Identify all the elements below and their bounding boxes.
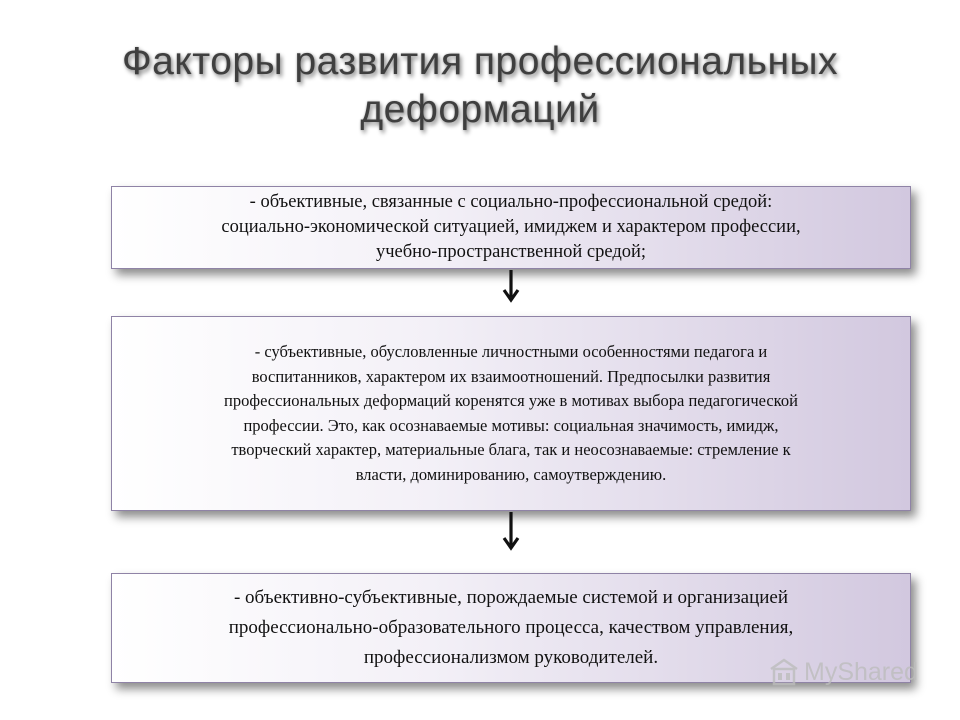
myshared-logo-icon: [768, 657, 800, 687]
box-text-line: профессионализмом руководителей.: [363, 647, 659, 668]
arrow-down-icon: [502, 270, 520, 304]
box-text-line: творческий характер, материальные блага, так и неосознаваемые: стремление к: [231, 440, 791, 459]
page-title: [40, 38, 920, 134]
factor-box-objective: [111, 186, 911, 269]
box-text-line: профессии. Это, как осознаваемые мотивы: социальная значимость, имидж,: [243, 415, 779, 435]
box-text-line: - объективные, связанные с социально-профессиональной средой:: [249, 192, 773, 212]
watermark-text: MyShared: [804, 657, 918, 686]
box-text-line: воспитанников, характером их взаимоотношений. Предпосылки развития: [251, 366, 771, 386]
watermark: [768, 654, 918, 690]
box-text-line: профессиональных деформаций коренятся уже в мотивах выбора педагогической: [224, 391, 798, 410]
title-line-1: Факторы развития профессиональных: [121, 40, 839, 83]
box-text-line: - субъективные, обусловленные личностными особенностями педагога и: [254, 342, 768, 361]
box-text-line: социально-экономической ситуацией, имиджем и характером профессии,: [221, 217, 801, 237]
box-text-line: - объективно-субъективные, порождаемые системой и организацией: [233, 587, 788, 608]
box-text-line: власти, доминированию, самоутверждению.: [355, 464, 667, 484]
box-text-line: профессионально-образовательного процесса, качеством управления,: [228, 617, 794, 638]
factor-box-subjective: [111, 316, 911, 511]
title-line-2: деформаций: [360, 88, 600, 131]
arrow-down-icon: [502, 512, 520, 552]
box-text-line: учебно-пространственной средой;: [375, 242, 647, 262]
